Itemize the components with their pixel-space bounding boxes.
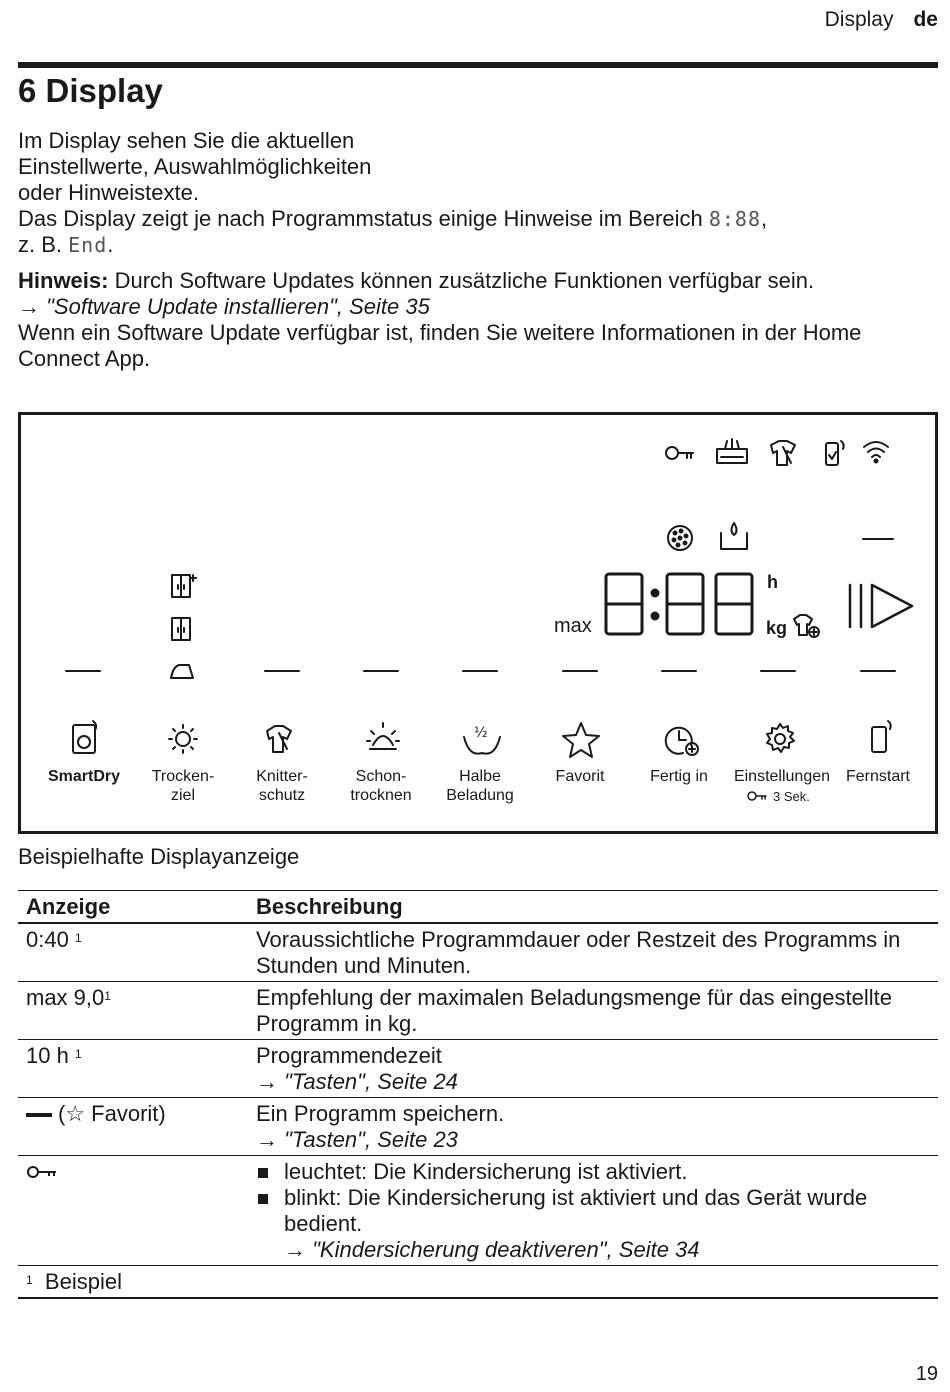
cross-reference-link[interactable]: → "Tasten", Seite 23 (256, 1127, 458, 1152)
note-label: Hinweis: (18, 268, 109, 293)
key-small-icon (748, 792, 766, 800)
column-header: Beschreibung (248, 891, 938, 924)
column-header: Anzeige (18, 891, 248, 924)
list-item: blinkt: Die Kindersicherung ist aktiviert und das Gerät wurde bedient. → "Kindersicherung deaktiveren", Seite 34 (256, 1185, 930, 1263)
dash-symbol-icon (26, 1113, 52, 1117)
description-cell: Programmendezeit → "Tasten", Seite 24 (248, 1040, 938, 1098)
lcd-end-glyph: End (68, 233, 108, 257)
button-smartdry[interactable]: SmartDry (47, 768, 121, 785)
child-lock-key-icon (26, 1164, 60, 1180)
display-cell: (☆ Favorit) (18, 1098, 248, 1156)
drum-clean-icon (717, 439, 747, 463)
smartdry-icon (73, 721, 96, 753)
lcd-digits (606, 574, 752, 634)
list-item: leuchtet: Die Kindersicherung ist aktiviert. (256, 1159, 930, 1185)
intro-line: Das Display zeigt je nach Programmstatus einige Hinweise im Bereich 8:88, (18, 206, 768, 231)
running-header (825, 8, 938, 32)
bullet-list (256, 1159, 930, 1263)
button-knitterschutz[interactable]: Knitter- schutz (256, 768, 308, 804)
clock-plus-icon (666, 728, 698, 755)
child-lock-key-icon (666, 447, 693, 459)
water-container-icon (721, 523, 747, 549)
display-cell (18, 1156, 248, 1266)
figure-caption: Beispielhafte Displayanzeige (18, 844, 300, 869)
display-table (18, 890, 938, 1299)
remote-phone-icon (826, 441, 844, 465)
button-einstellungen[interactable]: Einstellungen (733, 768, 831, 785)
table-row (18, 1098, 938, 1156)
page-number: 19 (915, 1363, 938, 1385)
hours-unit-label: h (767, 572, 778, 592)
table-row (18, 923, 938, 982)
shirt-plus-icon (794, 615, 819, 637)
button-schontrocknen[interactable]: Schon- trocknen (350, 768, 412, 804)
table-row (18, 1156, 938, 1266)
gentle-sun-icon (367, 723, 399, 749)
star-icon (563, 723, 599, 757)
note-link[interactable]: → "Software Update installieren", Seite 35 (18, 294, 430, 319)
description-cell (248, 1156, 938, 1266)
description-cell: Empfehlung der maximalen Beladungsmenge für das eingestellte Programm in kg. (248, 982, 938, 1040)
shirt-crease-status-icon (771, 441, 795, 465)
intro-line: z. B. End. (18, 232, 114, 257)
drum-dots-icon (668, 526, 692, 550)
header-section: Display (824, 8, 894, 31)
header-language: de (913, 8, 938, 31)
intro-text (18, 128, 938, 372)
cross-reference-link[interactable]: → "Kindersicherung deaktiveren", Seite 34 (284, 1237, 700, 1262)
shirt-crease-icon (267, 726, 291, 752)
gear-icon (767, 724, 794, 752)
footnote: $^1$ Beispiel (18, 1266, 938, 1299)
table-header-row (18, 891, 938, 924)
table-row (18, 1040, 938, 1098)
display-cell: 0:40 $^1$ (18, 923, 248, 982)
cupboard-dry-plus-icon (172, 575, 196, 597)
description-cell: Voraussichtliche Programmdauer oder Restzeit des Programms in Stunden und Minuten. (248, 923, 938, 982)
kg-unit-label: kg (766, 618, 788, 638)
button-fertig-in[interactable]: Fertig in (650, 768, 708, 785)
settings-hold-note: 3 Sek. (773, 789, 810, 804)
cupboard-dry-icon (172, 618, 190, 640)
wifi-icon (864, 442, 888, 463)
display-cell: $\max 9,0^1$ (18, 982, 248, 1040)
iron-dry-icon (171, 665, 193, 678)
note-paragraph: Hinweis: Durch Software Updates können zusätzliche Funktionen verfügbar sein. (18, 268, 815, 293)
button-trockenziel[interactable]: Trocken- ziel (151, 768, 215, 804)
display-cell: 10 h $^1$ (18, 1040, 248, 1098)
button-fernstart[interactable]: Fernstart (845, 768, 910, 785)
remote-start-icon (872, 721, 891, 752)
svg-text:½: ½ (474, 725, 488, 741)
note-text: Wenn ein Software Update verfügbar ist, finden Sie weitere Informationen in der Home Connect App. (18, 320, 862, 371)
intro-line: oder Hinweistexte. (18, 180, 199, 205)
display-panel-illustration (18, 412, 938, 834)
intro-line: Im Display sehen Sie die aktuellen (18, 128, 355, 153)
table-row (18, 982, 938, 1040)
lcd-digits-glyph: 8:88 (708, 207, 762, 231)
button-halbe-beladung[interactable]: Halbe Beladung (446, 768, 514, 804)
footnote-row (18, 1266, 938, 1299)
cross-reference-link[interactable]: → "Tasten", Seite 24 (256, 1069, 458, 1094)
page-title: 6 Display (18, 72, 163, 109)
intro-line: Einstellwerte, Auswahlmöglichkeiten (18, 154, 372, 179)
header-rule (18, 62, 938, 68)
button-favorit[interactable]: Favorit (555, 768, 605, 785)
half-load-icon (464, 725, 500, 754)
sun-icon (169, 725, 197, 753)
max-load-label: max (554, 615, 592, 637)
description-cell: Ein Programm speichern. → "Tasten", Seite 23 (248, 1098, 938, 1156)
start-pause-icon (850, 585, 912, 627)
